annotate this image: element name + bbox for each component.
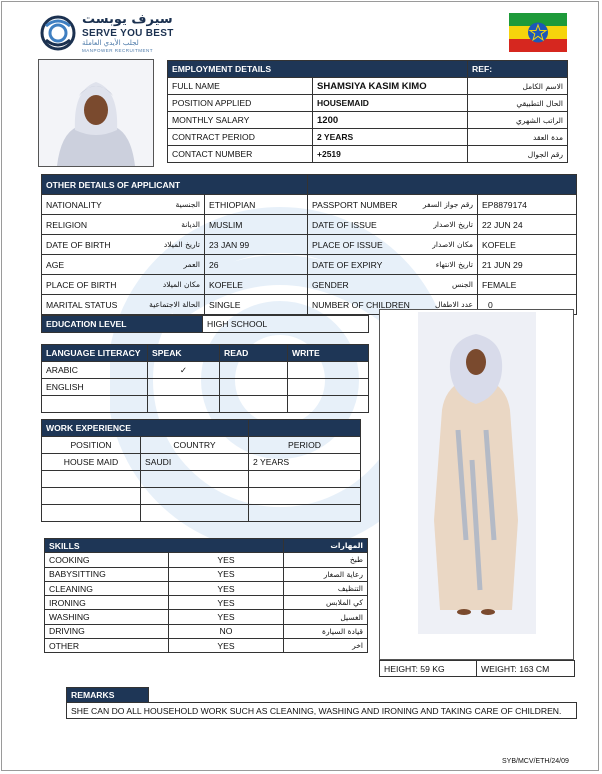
logo-tagline: MANPOWER RECRUITMENT	[82, 48, 153, 53]
language-name: ENGLISH	[42, 379, 148, 396]
skill-arabic-name: التنظيف	[284, 581, 368, 595]
position-applied-label: POSITION APPLIED	[168, 95, 313, 112]
age-label: AGE	[46, 259, 65, 270]
contact-number-arabic-label: رقم الجوال	[468, 146, 568, 163]
language-literacy-table	[41, 344, 369, 413]
date-of-expiry-value: 21 JUN 29	[478, 255, 577, 275]
other-details-header-spacer	[308, 175, 577, 195]
skill-value: YES	[169, 553, 284, 567]
skill-value: YES	[169, 610, 284, 624]
position-header: POSITION	[42, 437, 141, 454]
work-experience-title: WORK EXPERIENCE	[42, 420, 249, 437]
work-experience-header-spacer	[249, 420, 361, 437]
skills-arabic-title: المهارات	[284, 539, 368, 553]
write-cell	[288, 362, 369, 379]
skill-value: YES	[169, 581, 284, 595]
country-header: COUNTRY	[141, 437, 249, 454]
language-literacy-header: LANGUAGE LITERACY	[42, 345, 148, 362]
work-period	[249, 488, 361, 505]
work-position: HOUSE MAID	[42, 454, 141, 471]
number-of-children-value: 0	[478, 295, 577, 315]
other-details-table	[41, 174, 577, 315]
passport-number-value: EP8879174	[478, 195, 577, 215]
place-of-birth-label: PLACE OF BIRTH	[46, 279, 117, 290]
gender-arabic-label: الجنس	[451, 280, 473, 289]
height-value: HEIGHT: 59 KG	[380, 661, 477, 677]
monthly-salary-value: 1200	[313, 112, 468, 129]
write-cell	[288, 396, 369, 413]
date-of-issue-arabic-label: تاريخ الاصدار	[433, 220, 473, 229]
work-position	[42, 488, 141, 505]
skill-name: BABYSITTING	[45, 567, 169, 581]
work-period	[249, 471, 361, 488]
contract-period-label: CONTRACT PERIOD	[168, 129, 313, 146]
religion-label: RELIGION	[46, 219, 88, 230]
ref-label: REF:	[468, 61, 568, 78]
education-level-table	[41, 315, 369, 333]
full-name-value: SHAMSIYA KASIM KIMO	[313, 78, 468, 95]
position-applied-arabic-label: الحال التطبيقي	[468, 95, 568, 112]
skill-name: IRONING	[45, 596, 169, 610]
employment-details-table	[167, 60, 568, 163]
monthly-salary-arabic-label: الراتب الشهري	[468, 112, 568, 129]
skills-title: SKILLS	[45, 539, 284, 553]
nationality-label: NATIONALITY	[46, 199, 102, 210]
language-name: ARABIC	[42, 362, 148, 379]
speak-header: SPEAK	[148, 345, 220, 362]
skill-value: YES	[169, 596, 284, 610]
measurements-table	[379, 660, 575, 677]
date-of-birth-arabic-label: تاريخ الميلاد	[163, 240, 200, 249]
work-period: 2 YEARS	[249, 454, 361, 471]
religion-arabic-label: الديانة	[181, 220, 200, 229]
number-of-children-arabic-label: عدد الاطفال	[435, 300, 473, 309]
skill-name: CLEANING	[45, 581, 169, 595]
monthly-salary-label: MONTHLY SALARY	[168, 112, 313, 129]
gender-label: GENDER	[312, 279, 349, 290]
religion-value: MUSLIM	[205, 215, 308, 235]
full-name-label: FULL NAME	[168, 78, 313, 95]
employment-details-title: EMPLOYMENT DETAILS	[168, 61, 468, 78]
education-level-label: EDUCATION LEVEL	[42, 316, 203, 333]
logo-english-text: SERVE YOU BEST	[82, 28, 174, 39]
skill-name: WASHING	[45, 610, 169, 624]
position-applied-value: HOUSEMAID	[313, 95, 468, 112]
place-of-issue-value: KOFELE	[478, 235, 577, 255]
other-details-title: OTHER DETAILS OF APPLICANT	[42, 175, 308, 195]
skill-arabic-name: قيادة السيارة	[284, 624, 368, 638]
period-header: PERIOD	[249, 437, 361, 454]
date-of-birth-value: 23 JAN 99	[205, 235, 308, 255]
logo-arabic-text: سيرف يوبست	[82, 12, 173, 27]
skill-arabic-name: كي الملابس	[284, 596, 368, 610]
nationality-arabic-label: الجنسية	[175, 200, 200, 209]
speak-cell	[148, 396, 220, 413]
skill-arabic-name: اخر	[284, 639, 368, 653]
remarks-header-spacer	[149, 688, 577, 703]
skill-arabic-name: رعاية الصغار	[284, 567, 368, 581]
date-of-issue-value: 22 JUN 24	[478, 215, 577, 235]
skill-name: DRIVING	[45, 624, 169, 638]
work-country	[141, 471, 249, 488]
work-country: SAUDI	[141, 454, 249, 471]
speak-cell	[148, 379, 220, 396]
place-of-issue-label: PLACE OF ISSUE	[312, 239, 383, 250]
skill-name: OTHER	[45, 639, 169, 653]
skills-table	[44, 538, 368, 653]
read-cell	[220, 362, 288, 379]
skill-arabic-name: طبخ	[284, 553, 368, 567]
work-period	[249, 505, 361, 522]
passport-number-label: PASSPORT NUMBER	[312, 199, 398, 210]
read-cell	[220, 396, 288, 413]
age-arabic-label: العمر	[183, 260, 200, 269]
marital-status-arabic-label: الحالة الاجتماعية	[149, 300, 200, 309]
remarks-text: SHE CAN DO ALL HOUSEHOLD WORK SUCH AS CLEANING, WASHING AND IRONING AND TAKING CARE OF CHILDREN.	[67, 703, 577, 719]
contact-number-value: +2519	[313, 146, 468, 163]
speak-check-icon: ✓	[148, 362, 220, 379]
skill-name: COOKING	[45, 553, 169, 567]
work-country	[141, 488, 249, 505]
date-of-issue-label: DATE OF ISSUE	[312, 219, 377, 230]
date-of-birth-label: DATE OF BIRTH	[46, 239, 111, 250]
remarks-table	[66, 687, 577, 719]
read-cell	[220, 379, 288, 396]
language-name	[42, 396, 148, 413]
nationality-value: ETHIOPIAN	[205, 195, 308, 215]
age-value: 26	[205, 255, 308, 275]
remarks-title: REMARKS	[67, 688, 149, 703]
gender-value: FEMALE	[478, 275, 577, 295]
weight-value: WEIGHT: 163 CM	[477, 661, 575, 677]
applicant-portrait-photo	[38, 59, 154, 167]
reference-code: SYB/MCV/ETH/24/09	[502, 758, 569, 765]
write-cell	[288, 379, 369, 396]
number-of-children-label: NUMBER OF CHILDREN	[312, 299, 410, 310]
ethiopia-flag-icon	[509, 13, 567, 52]
marital-status-label: MARITAL STATUS	[46, 299, 118, 310]
date-of-expiry-arabic-label: تاريخ الانتهاء	[435, 260, 473, 269]
place-of-issue-arabic-label: مكان الاصدار	[432, 240, 473, 249]
passport-number-arabic-label: رقم جواز السفر	[422, 200, 473, 209]
work-position	[42, 505, 141, 522]
work-country	[141, 505, 249, 522]
marital-status-value: SINGLE	[205, 295, 308, 315]
work-position	[42, 471, 141, 488]
contract-period-value: 2 YEARS	[313, 129, 468, 146]
place-of-birth-arabic-label: مكان الميلاد	[162, 280, 200, 289]
education-level-value: HIGH SCHOOL	[203, 316, 369, 333]
skill-value: YES	[169, 639, 284, 653]
write-header: WRITE	[288, 345, 369, 362]
applicant-full-length-photo	[379, 309, 574, 660]
date-of-expiry-label: DATE OF EXPIRY	[312, 259, 383, 270]
work-experience-table	[41, 419, 361, 522]
contact-number-label: CONTACT NUMBER	[168, 146, 313, 163]
logo-arabic-subtext: لجلب الأيدي العاملة	[82, 39, 139, 47]
read-header: READ	[220, 345, 288, 362]
place-of-birth-value: KOFELE	[205, 275, 308, 295]
company-logo-icon	[40, 14, 76, 52]
skill-value: NO	[169, 624, 284, 638]
contract-period-arabic-label: مدة العقد	[468, 129, 568, 146]
full-name-arabic-label: الاسم الكامل	[468, 78, 568, 95]
skill-value: YES	[169, 567, 284, 581]
skill-arabic-name: الغسيل	[284, 610, 368, 624]
